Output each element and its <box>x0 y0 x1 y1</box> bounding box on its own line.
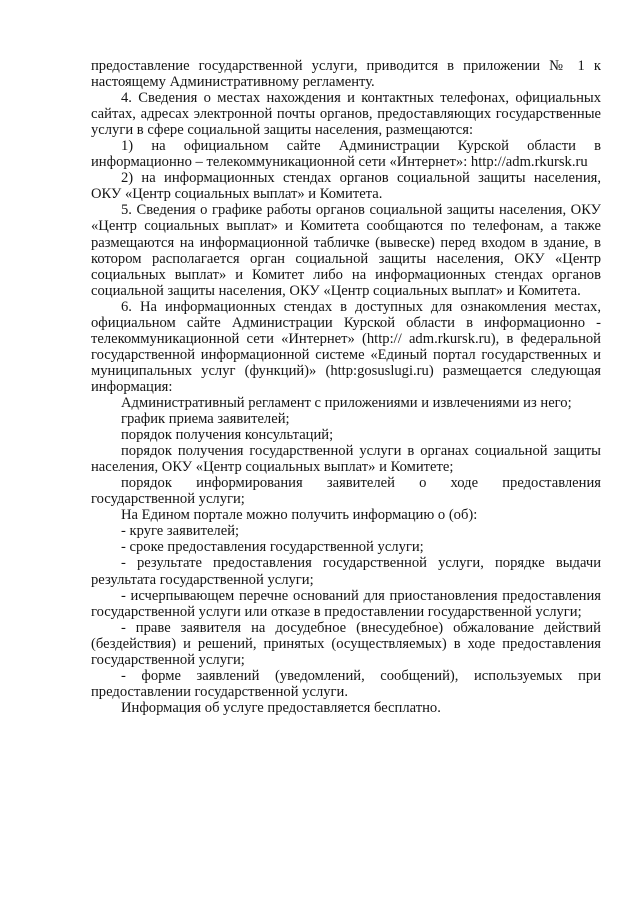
portal-item-term: - сроке предоставления государственной услуги; <box>121 539 424 556</box>
paragraph-subitem-1: 1) на официальном сайте Администрации Курской области в информационно – телекоммуникационной сети «Интернет»: http://adm.rkursk.ru <box>91 138 601 171</box>
portal-item-appeal-rights: - праве заявителя на досудебное (внесудебное) обжалование действий (бездействия) и решений, принятых (осуществляемых) в ходе предоставления государственной услуги; <box>91 619 601 668</box>
paragraph-item-4: 4. Сведения о местах нахождения и контактных телефонах, официальных сайтах, адресах электронной почты органов, предоставляющих государственные услуги в сфере социальной защиты населения, размещаются: <box>91 90 601 139</box>
paragraph-item-6: 6. На информационных стендах в доступных для ознакомления местах, официальном сайте Администрации Курской области в информационно - телекоммуникационной сети «Интернет» (http:// adm.rkursk.ru), в федеральной государственной информационной системе «Единый портал государственных и муниципальных услуг (функций)» (http:gosuslugi.ru) размещается следующая информация: <box>91 298 601 395</box>
list-item-regulation: Административный регламент с приложениями и извлечениями из него; <box>121 394 572 411</box>
list-item-schedule: график приема заявителей; <box>121 411 290 428</box>
paragraph-subitem-2: 2) на информационных стендах органов социальной защиты населения, ОКУ «Центр социальных выплат» и Комитета. <box>91 170 601 203</box>
portal-item-grounds: - исчерпывающем перечне оснований для приостановления предоставления государственной услуги или отказе в предоставлении государственной услуги; <box>91 587 601 620</box>
list-item-consultations: порядок получения консультаций; <box>121 427 334 444</box>
portal-item-result: - результате предоставления государственной услуги, порядке выдачи результата государственной услуги; <box>91 555 601 588</box>
paragraph-free-of-charge: Информация об услуге предоставляется бесплатно. <box>121 699 441 716</box>
list-item-informing-procedure: порядок информирования заявителей о ходе предоставления государственной услуги; <box>91 475 601 508</box>
document-body <box>91 58 601 716</box>
paragraph-continuation: предоставление государственной услуги, приводится в приложении № 1 к настоящему Административному регламенту. <box>91 58 601 91</box>
paragraph-item-5: 5. Сведения о графике работы органов социальной защиты населения, ОКУ «Центр социальных выплат» и Комитета сообщаются по телефонам, а также размещаются на информационной табличке (вывеске) перед входом в здание, в котором располагается орган социальной защиты населения, ОКУ «Центр социальных выплат» и Комитет либо на информационных стендах органов социальной защиты населения, ОКУ «Центр социальных выплат» и Комитета. <box>91 202 601 299</box>
portal-item-applicants: - круге заявителей; <box>121 523 240 540</box>
list-item-service-procedure: порядок получения государственной услуги в органах социальной защиты населения, ОКУ «Центр социальных выплат» и Комитете; <box>91 443 601 476</box>
paragraph-portal-intro: На Едином портале можно получить информацию о (об): <box>121 507 478 524</box>
portal-item-forms: - форме заявлений (уведомлений, сообщений), используемых при предоставлении государственной услуги. <box>91 667 601 700</box>
